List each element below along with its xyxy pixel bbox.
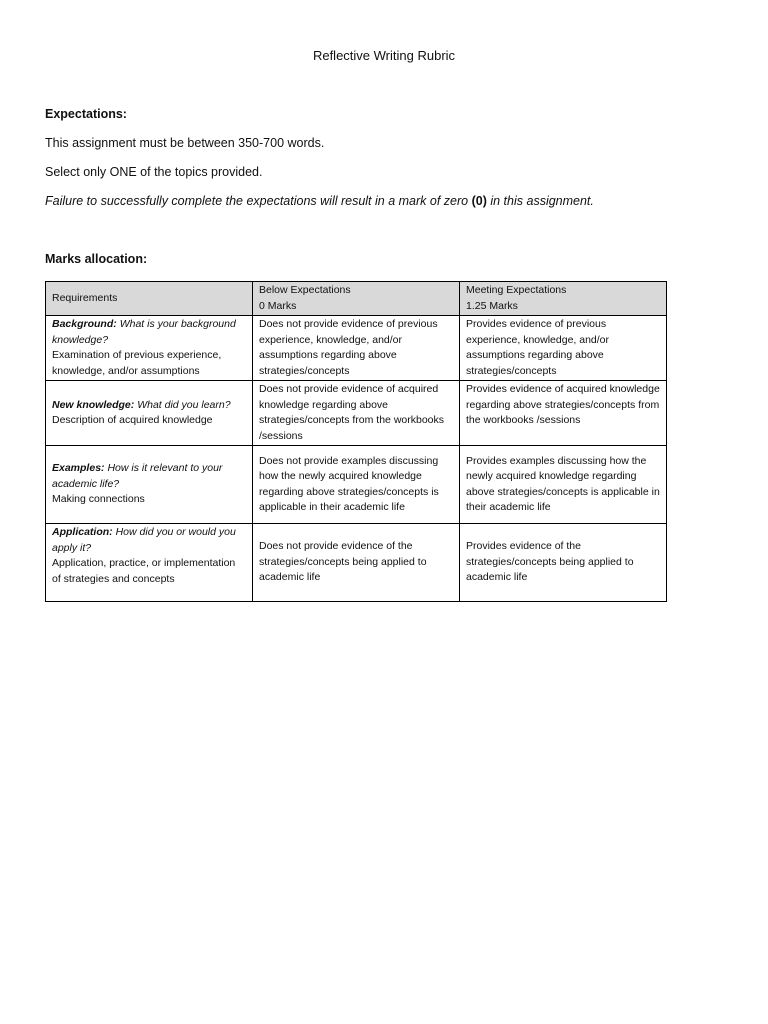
header-row — [46, 282, 667, 316]
requirement-label: New knowledge: — [52, 398, 135, 411]
below-expectations-cell: Does not provide evidence of the strategies/concepts being applied to academic life — [253, 524, 460, 602]
failure-notice-text: Failure to successfully complete the expectations will result in a mark of zero — [45, 194, 469, 208]
requirement-question: How did you or would you apply it? — [52, 526, 236, 554]
header-meeting-marks: 1.25 Marks — [466, 299, 518, 312]
requirement-description: Making connections — [52, 493, 145, 506]
document-title: Reflective Writing Rubric — [312, 48, 456, 63]
table-row — [46, 524, 667, 602]
requirement-label: Examples: — [52, 462, 105, 475]
header-meeting-label: Meeting Expectations — [466, 284, 567, 296]
table-row — [46, 316, 667, 381]
below-expectations-cell: Does not provide evidence of previous experience, knowledge, and/or assumptions regarding above strategies/concepts — [253, 316, 460, 381]
requirement-description: Application, practice, or implementation of strategies and concepts — [52, 557, 236, 585]
requirement-cell — [46, 524, 253, 602]
rubric-table — [45, 281, 667, 602]
requirement-cell — [46, 316, 253, 381]
meeting-expectations-cell: Provides evidence of previous experience, knowledge, and/or assumptions regarding above strategies/concepts — [460, 316, 667, 381]
meeting-expectations-cell: Provides evidence of the strategies/concepts being applied to academic life — [460, 524, 667, 602]
meeting-expectations-cell: Provides evidence of acquired knowledge regarding above strategies/concepts from the workbooks /sessions — [460, 381, 667, 446]
header-requirements-label: Requirements — [52, 291, 118, 304]
requirement-description: Description of acquired knowledge — [52, 414, 213, 426]
expectations-heading: Expectations: — [45, 107, 127, 121]
requirement-cell — [46, 381, 253, 446]
header-requirements — [46, 282, 253, 316]
header-below-expectations — [253, 282, 460, 316]
failure-notice-end: in this assignment. — [490, 194, 594, 208]
below-expectations-cell: Does not provide examples discussing how the newly acquired knowledge regarding above strategies/concepts is applicable in their academic life — [253, 446, 460, 524]
topic-requirement: Select only ONE of the topics provided. — [45, 165, 263, 179]
requirement-label: Application: — [52, 526, 113, 538]
meeting-expectations-cell: Provides examples discussing how the newly acquired knowledge regarding above strategies/concepts is applicable in their academic life — [460, 446, 667, 524]
failure-notice — [45, 194, 594, 208]
requirement-question: What is your background knowledge? — [52, 318, 236, 346]
marks-allocation-heading: Marks allocation: — [45, 252, 148, 266]
header-below-label: Below Expectations — [259, 284, 351, 296]
header-below-marks: 0 Marks — [259, 299, 297, 312]
below-expectations-cell: Does not provide evidence of acquired knowledge regarding above strategies/concepts from the workbooks /sessions — [253, 381, 460, 446]
table-row — [46, 446, 667, 524]
word-count-requirement: This assignment must be between 350-700 words. — [45, 136, 325, 150]
header-meeting-expectations — [460, 282, 667, 316]
requirement-description: Examination of previous experience, knowledge, and/or assumptions — [52, 349, 222, 377]
requirement-label: Background: — [52, 318, 117, 330]
failure-notice-zero: (0) — [471, 194, 487, 208]
requirement-question: What did you learn? — [137, 398, 231, 411]
requirement-cell — [46, 446, 253, 524]
table-row — [46, 381, 667, 446]
requirement-question: How is it relevant to your academic life? — [52, 462, 223, 490]
